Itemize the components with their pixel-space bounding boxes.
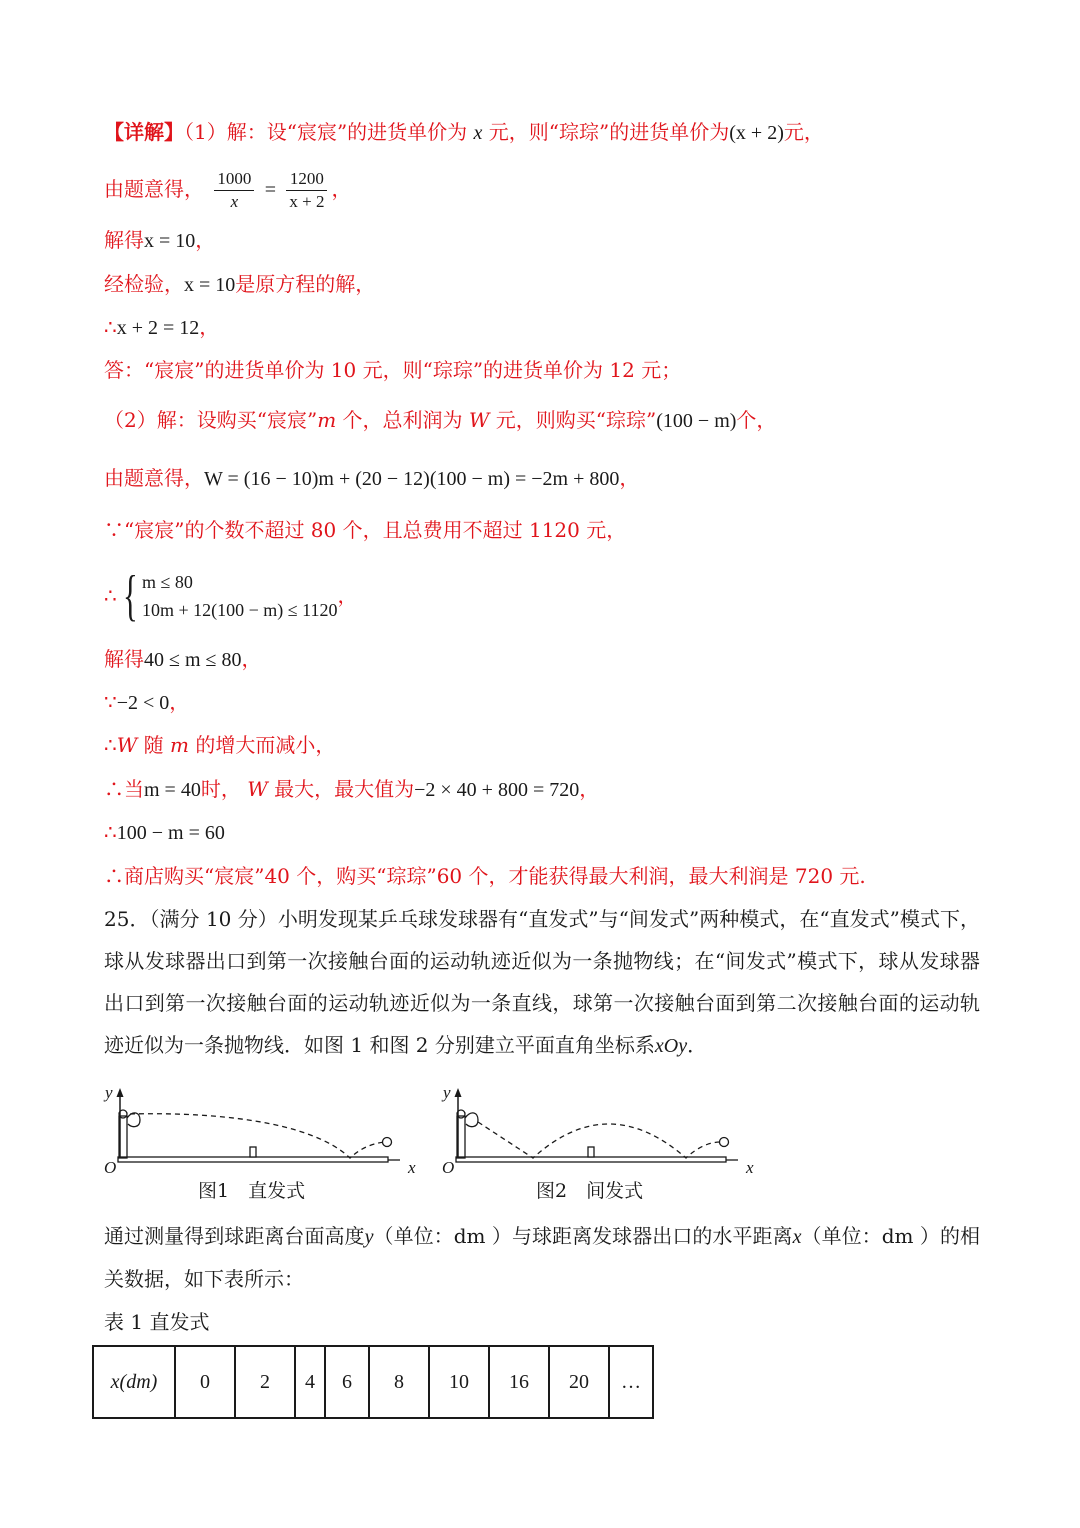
y-axis-arrow-icon: [455, 1088, 462, 1097]
table-surface: [118, 1157, 388, 1162]
solution-line-8: 由题意得，W = (16 − 10)m + (20 − 12)(100 − m) = −2m + 800，: [104, 466, 640, 490]
solution-line-11: 解得40 ≤ m ≤ 80，: [104, 647, 262, 671]
detail-tag: 【详解】: [104, 120, 184, 144]
solution-line-15: ∴100 − m = 60: [104, 820, 225, 844]
left-brace: {: [123, 564, 138, 627]
table-cell: 4: [295, 1346, 325, 1418]
table-title: 表 1 直发式: [104, 1310, 210, 1334]
net: [588, 1147, 594, 1157]
net: [250, 1147, 256, 1157]
solution-line-14: ∴当m = 40时， W 最大，最大值为−2 × 40 + 800 = 720，: [104, 777, 600, 801]
ball: [720, 1138, 729, 1147]
figure-1-direct-serve: [100, 1078, 430, 1176]
solution-line-2: 由题意得， $\frac{1000}{x}$ = $\frac{1200}{x + 2}$ ，: [104, 169, 352, 211]
fraction-1200-over-x-plus-2: $\frac{1200}{x + 2}$: [286, 168, 327, 213]
origin-label: O: [442, 1158, 455, 1176]
solution-line-6: 答：“宸宸”的进货单价为 10 元，则“琮琮”的进货单价为 12 元；: [104, 358, 682, 382]
ball-trajectory: [130, 1114, 385, 1158]
fraction-1000-over-x: $\frac{1000}{x}$: [214, 168, 254, 213]
solution-line-9: ∵“宸宸”的个数不超过 80 个，且总费用不超过 1120 元，: [104, 518, 627, 542]
data-table-direct: [92, 1345, 654, 1419]
problem-25-text: 25．（满分 10 分）小明发现某乒乓球发球器有“直发式”与“间发式”两种模式，在“直发式”模式下，球从发球器出口到第一次接触台面的运动轨迹近似为一条抛物线；在“间发式”模式下，球从发球器出口到第一次接触台面的运动轨迹近似为一条直线，球第一次接触台面到第二次接触台面的运动轨迹近似为一条抛物线．如图 1 和图 2 分别建立平面直角坐标系xOy．: [104, 907, 980, 1057]
table-cell: 10: [429, 1346, 489, 1418]
y-axis-label: y: [443, 1083, 451, 1102]
solution-line-7: （2）解：设购买“宸宸”m 个，总利润为 W 元，则购买“琮琮”(100 − m)个，: [104, 408, 777, 432]
ball: [383, 1138, 392, 1147]
solution-line-1: 【详解】（1）解：设“宸宸”的进货单价为 x 元，则“琮琮”的进货单价为(x + 2)元，: [104, 120, 824, 144]
solution-line-12: ∵−2 < 0，: [104, 690, 190, 714]
table-cell: …: [609, 1346, 653, 1418]
table-cell: 6: [325, 1346, 369, 1418]
x-axis-label: x: [408, 1158, 416, 1176]
y-axis-arrow-icon: [117, 1088, 124, 1097]
solution-line-3: 解得x = 10，: [104, 228, 216, 252]
table-cell: 20: [549, 1346, 609, 1418]
table-row: [93, 1346, 653, 1418]
solution-line-10-system: ∴ { m ≤ 80 10m + 12(100 − m) ≤ 1120 ，: [104, 564, 358, 627]
origin-label: O: [104, 1158, 117, 1176]
server-machine-icon: [119, 1110, 140, 1158]
x-axis-label: x: [746, 1158, 754, 1176]
table-cell: 2: [235, 1346, 295, 1418]
solution-line-13: ∴W 随 m 的增大而减小，: [104, 733, 336, 757]
figure-2-caption: 图2 间发式: [536, 1180, 644, 1202]
inequality-system: m ≤ 80 10m + 12(100 − m) ≤ 1120: [141, 571, 338, 620]
ball-trajectory: [478, 1122, 721, 1158]
solution-line-4: 经检验，x = 10是原方程的解，: [104, 272, 376, 296]
table-cell: 0: [175, 1346, 235, 1418]
figure-1-caption: 图1 直发式: [198, 1180, 306, 1202]
solution-line-16: ∴商店购买“宸宸”40 个，购买“琮琮”60 个，才能获得最大利润，最大利润是 720 元.: [104, 864, 866, 888]
figure-2-bounce-serve: [438, 1078, 768, 1176]
y-axis-label: y: [105, 1083, 113, 1102]
measurement-text: 通过测量得到球距离台面高度y（单位：dm ）与球距离发球器出口的水平距离x（单位：dm ）的相关数据，如下表所示：: [104, 1224, 980, 1291]
table-header-cell: x(dm): [93, 1346, 175, 1418]
solution-line-5: ∴x + 2 = 12，: [104, 315, 220, 339]
table-cell: 8: [369, 1346, 429, 1418]
table-cell: 16: [489, 1346, 549, 1418]
server-machine-icon: [457, 1110, 478, 1158]
